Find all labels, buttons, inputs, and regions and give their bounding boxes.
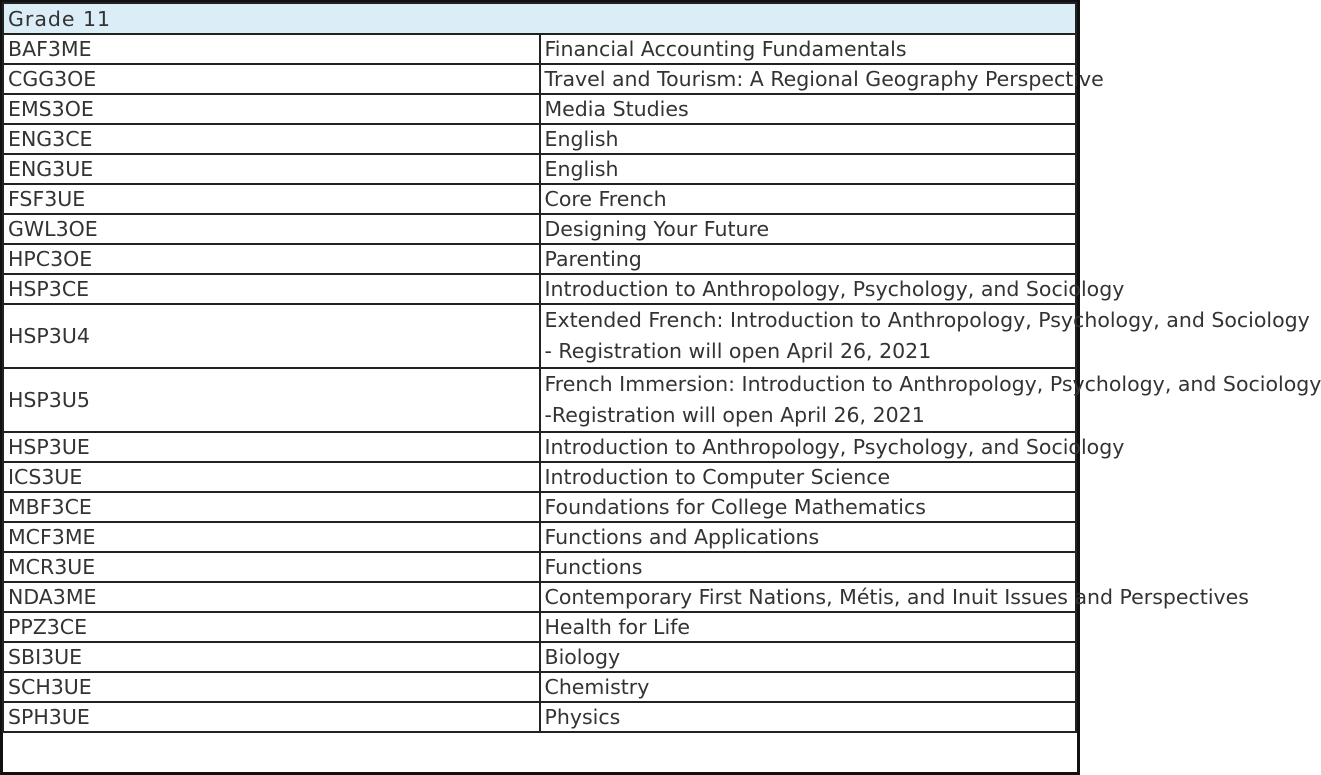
course-title-cell: [540, 154, 1077, 184]
course-title: Biology: [544, 645, 621, 669]
course-title-cell: [540, 94, 1077, 124]
course-code: CGG3OE: [3, 64, 540, 94]
course-title-cell: [540, 432, 1125, 462]
course-title: Chemistry: [544, 675, 650, 699]
table-row: [3, 672, 1076, 702]
course-title-cell: [540, 34, 1077, 64]
table-row: [3, 582, 1076, 612]
table-row: [3, 64, 1076, 94]
table-row: [3, 244, 1076, 274]
grade-header: Grade 11: [3, 3, 1076, 34]
course-code: MCF3ME: [3, 522, 540, 552]
table-header-row: [3, 3, 1076, 34]
course-code: HSP3U5: [3, 368, 540, 432]
course-code: ENG3CE: [3, 124, 540, 154]
course-title-cell: [540, 214, 1077, 244]
course-title-cell: [540, 184, 1077, 214]
course-title-cell: [540, 492, 1077, 522]
course-code: HSP3UE: [3, 432, 540, 462]
course-title-cell: [540, 612, 1077, 642]
table-row: [3, 612, 1076, 642]
course-title: Introduction to Computer Science: [544, 465, 891, 489]
course-code: NDA3ME: [3, 582, 540, 612]
course-code: ICS3UE: [3, 462, 540, 492]
table-row: [3, 124, 1076, 154]
table-row: [3, 274, 1076, 304]
course-title: Functions and Applications: [544, 525, 820, 549]
course-title-cell: [540, 274, 1125, 304]
course-code: HPC3OE: [3, 244, 540, 274]
course-title: English: [544, 157, 619, 181]
course-code: FSF3UE: [3, 184, 540, 214]
course-title: Introduction to Anthropology, Psychology, and Sociology: [544, 435, 1125, 459]
course-code: HSP3CE: [3, 274, 540, 304]
course-title-cell: [540, 124, 1077, 154]
table-row: [3, 214, 1076, 244]
table-row: [3, 94, 1076, 124]
course-title-cell: [540, 368, 1321, 432]
course-title: Travel and Tourism: A Regional Geography Perspective: [544, 67, 1104, 91]
course-title: Health for Life: [544, 615, 690, 639]
course-code: SPH3UE: [3, 702, 540, 732]
table-row: [3, 642, 1076, 672]
table-row: [3, 304, 1076, 368]
course-code: BAF3ME: [3, 34, 540, 64]
course-table: [2, 2, 1321, 733]
course-title: Media Studies: [544, 97, 689, 121]
course-title-cell: [540, 462, 1077, 492]
course-title: Introduction to Anthropology, Psychology, and Sociology: [544, 277, 1125, 301]
course-code: SCH3UE: [3, 672, 540, 702]
course-title: Core French: [544, 187, 667, 211]
table-row: [3, 34, 1076, 64]
table-row: [3, 522, 1076, 552]
course-code: MBF3CE: [3, 492, 540, 522]
course-code: EMS3OE: [3, 94, 540, 124]
table-row: [3, 702, 1076, 732]
course-title-cell: [540, 702, 1077, 732]
course-code: SBI3UE: [3, 642, 540, 672]
table-row: [3, 368, 1076, 432]
course-code: HSP3U4: [3, 304, 540, 368]
course-code: GWL3OE: [3, 214, 540, 244]
course-title: Parenting: [544, 247, 642, 271]
course-title-cell: [540, 522, 1077, 552]
course-code: ENG3UE: [3, 154, 540, 184]
course-title: Contemporary First Nations, Métis, and Inuit Issues and Perspectives: [544, 585, 1249, 609]
course-title-cell: [540, 304, 1310, 368]
course-title-cell: [540, 672, 1077, 702]
course-title: Designing Your Future: [544, 217, 770, 241]
table-row: [3, 552, 1076, 582]
table-row: [3, 154, 1076, 184]
course-title-cell: [540, 64, 1104, 94]
table-row: [3, 462, 1076, 492]
table-row: [3, 184, 1076, 214]
registration-note: - Registration will open April 26, 2021: [544, 339, 932, 363]
course-title-cell: [540, 642, 1077, 672]
course-title: English: [544, 127, 619, 151]
course-rows: [3, 34, 1321, 732]
course-title-cell: [540, 244, 1077, 274]
course-title: French Immersion: Introduction to Anthropology, Psychology, and Sociology: [544, 372, 1321, 396]
course-title: Financial Accounting Fundamentals: [544, 37, 907, 61]
course-code: MCR3UE: [3, 552, 540, 582]
course-title: Foundations for College Mathematics: [544, 495, 926, 519]
registration-note: -Registration will open April 26, 2021: [544, 403, 925, 427]
course-title-cell: [540, 582, 1249, 612]
course-title: Extended French: Introduction to Anthropology, Psychology, and Sociology: [544, 308, 1310, 332]
course-title-cell: [540, 552, 1077, 582]
course-title: Physics: [544, 705, 621, 729]
table-row: [3, 492, 1076, 522]
table-row: [3, 432, 1076, 462]
course-title: Functions: [544, 555, 643, 579]
course-code: PPZ3CE: [3, 612, 540, 642]
